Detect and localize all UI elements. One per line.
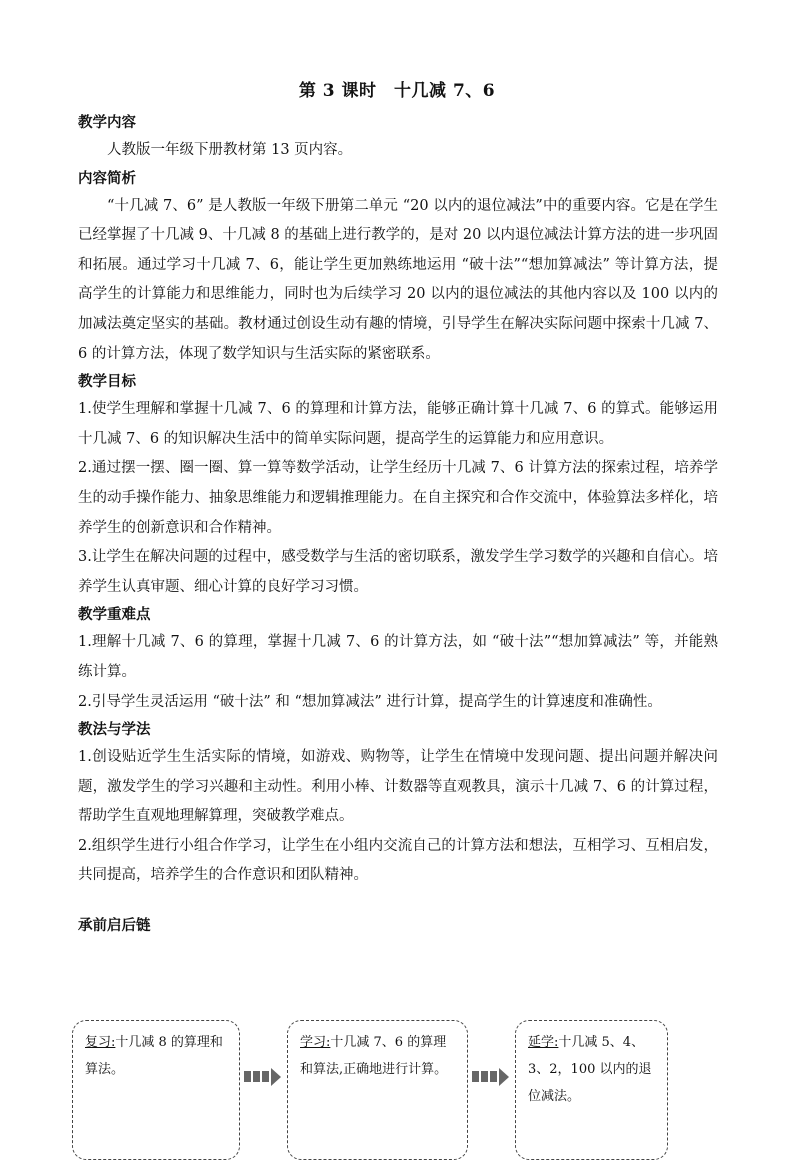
teaching-content-text: 人教版一年级下册教材第 13 页内容。 bbox=[107, 142, 353, 158]
key-point-item: 2.引导学生灵活运用 “破十法” 和 “想加算减法” 进行计算，提高学生的计算速度和准确性。 bbox=[78, 693, 662, 710]
goal-item: 1.使学生理解和掌握十几减 7、6 的算理和计算方法，能够正确计算十几减 7、6 的算式。能够运用十几减 7、6 的知识解决生活中的简单实际问题，提高学生的运算能力和应用意识。 bbox=[78, 401, 718, 447]
method-item: 2.组织学生进行小组合作学习，让学生在小组内交流自己的计算方法和想法，互相学习、互相启发，共同提高，培养学生的合作意识和团队精神。 bbox=[78, 837, 718, 884]
content-summary-text: “十几减 7、6” 是人教版一年级下册第二单元 “20 以内的退位减法”中的重要内容。它是在学生已经掌握了十几减 9、十几减 8 的基础上进行教学的，是对 20 以内退位减法计算方法的进一步巩固和拓展。通过学习十几减 7、6，能让学生更加熟练地运用 “破十法”“想加算减法” 等计算方法，提高学生的计算能力和思维能力，同时也为后续学习 20 以内的退位减法的其他内容以及 100 以内的加减法奠定坚实的基础。教材通过创设生动有趣的情境，引导学生在解决实际问题中探索十几减 7、6 的计算方法，体现了数学知识与生活实际的紧密联系。 bbox=[78, 197, 718, 362]
heading-methods: 教法与学法 bbox=[78, 722, 151, 739]
heading-content-summary: 内容简析 bbox=[78, 170, 136, 187]
chain-box-label: 复习: bbox=[85, 1035, 116, 1050]
chain-box-text: 十几减 7、6 的算理和算法,正确地进行计算。 bbox=[300, 1035, 448, 1077]
chain-box-text: 十几减 8 的算理和算法。 bbox=[85, 1035, 223, 1077]
heading-teaching-goals: 教学目标 bbox=[78, 374, 136, 391]
method-item: 1.创设贴近学生生活实际的情境，如游戏、购物等，让学生在情境中发现问题、提出问题并解决问题，激发学生的学习兴趣和主动性。利用小棒、计数器等直观教具，演示十几减 7、6 的计算过程，帮助学生直观地理解算理，突破教学难点。 bbox=[78, 749, 718, 825]
chain-box-text: 十几减 5、4、3、2，100 以内的退位减法。 bbox=[528, 1035, 652, 1104]
arrow-right-icon bbox=[244, 1066, 281, 1086]
chain-diagram bbox=[0, 1020, 794, 1123]
chain-box-learn bbox=[287, 1020, 468, 1160]
chain-box-review bbox=[72, 1020, 240, 1160]
heading-teaching-content: 教学内容 bbox=[78, 115, 136, 131]
page-title: 第 3 课时 十几减 7、6 bbox=[298, 81, 496, 101]
document-body bbox=[78, 110, 718, 939]
chain-box-label: 学习: bbox=[300, 1035, 331, 1050]
heading-key-points: 教学重难点 bbox=[78, 607, 151, 624]
goal-item: 3.让学生在解决问题的过程中，感受数学与生活的密切联系，激发学生学习数学的兴趣和自信心。培养学生认真审题、细心计算的良好学习习惯。 bbox=[78, 549, 718, 595]
heading-chain: 承前启后链 bbox=[78, 918, 151, 935]
goal-item: 2.通过摆一摆、圈一圈、算一算等数学活动，让学生经历十几减 7、6 计算方法的探索过程，培养学生的动手操作能力、抽象思维能力和逻辑推理能力。在自主探究和合作交流中，体验算法多样化，培养学生的创新意识和合作精神。 bbox=[78, 460, 718, 536]
chain-box-extend bbox=[515, 1020, 668, 1160]
arrow-right-icon bbox=[472, 1066, 509, 1086]
key-point-item: 1.理解十几减 7、6 的算理，掌握十几减 7、6 的计算方法，如 “破十法”“想加算减法” 等，并能熟练计算。 bbox=[78, 634, 718, 680]
chain-box-label: 延学: bbox=[528, 1035, 559, 1050]
